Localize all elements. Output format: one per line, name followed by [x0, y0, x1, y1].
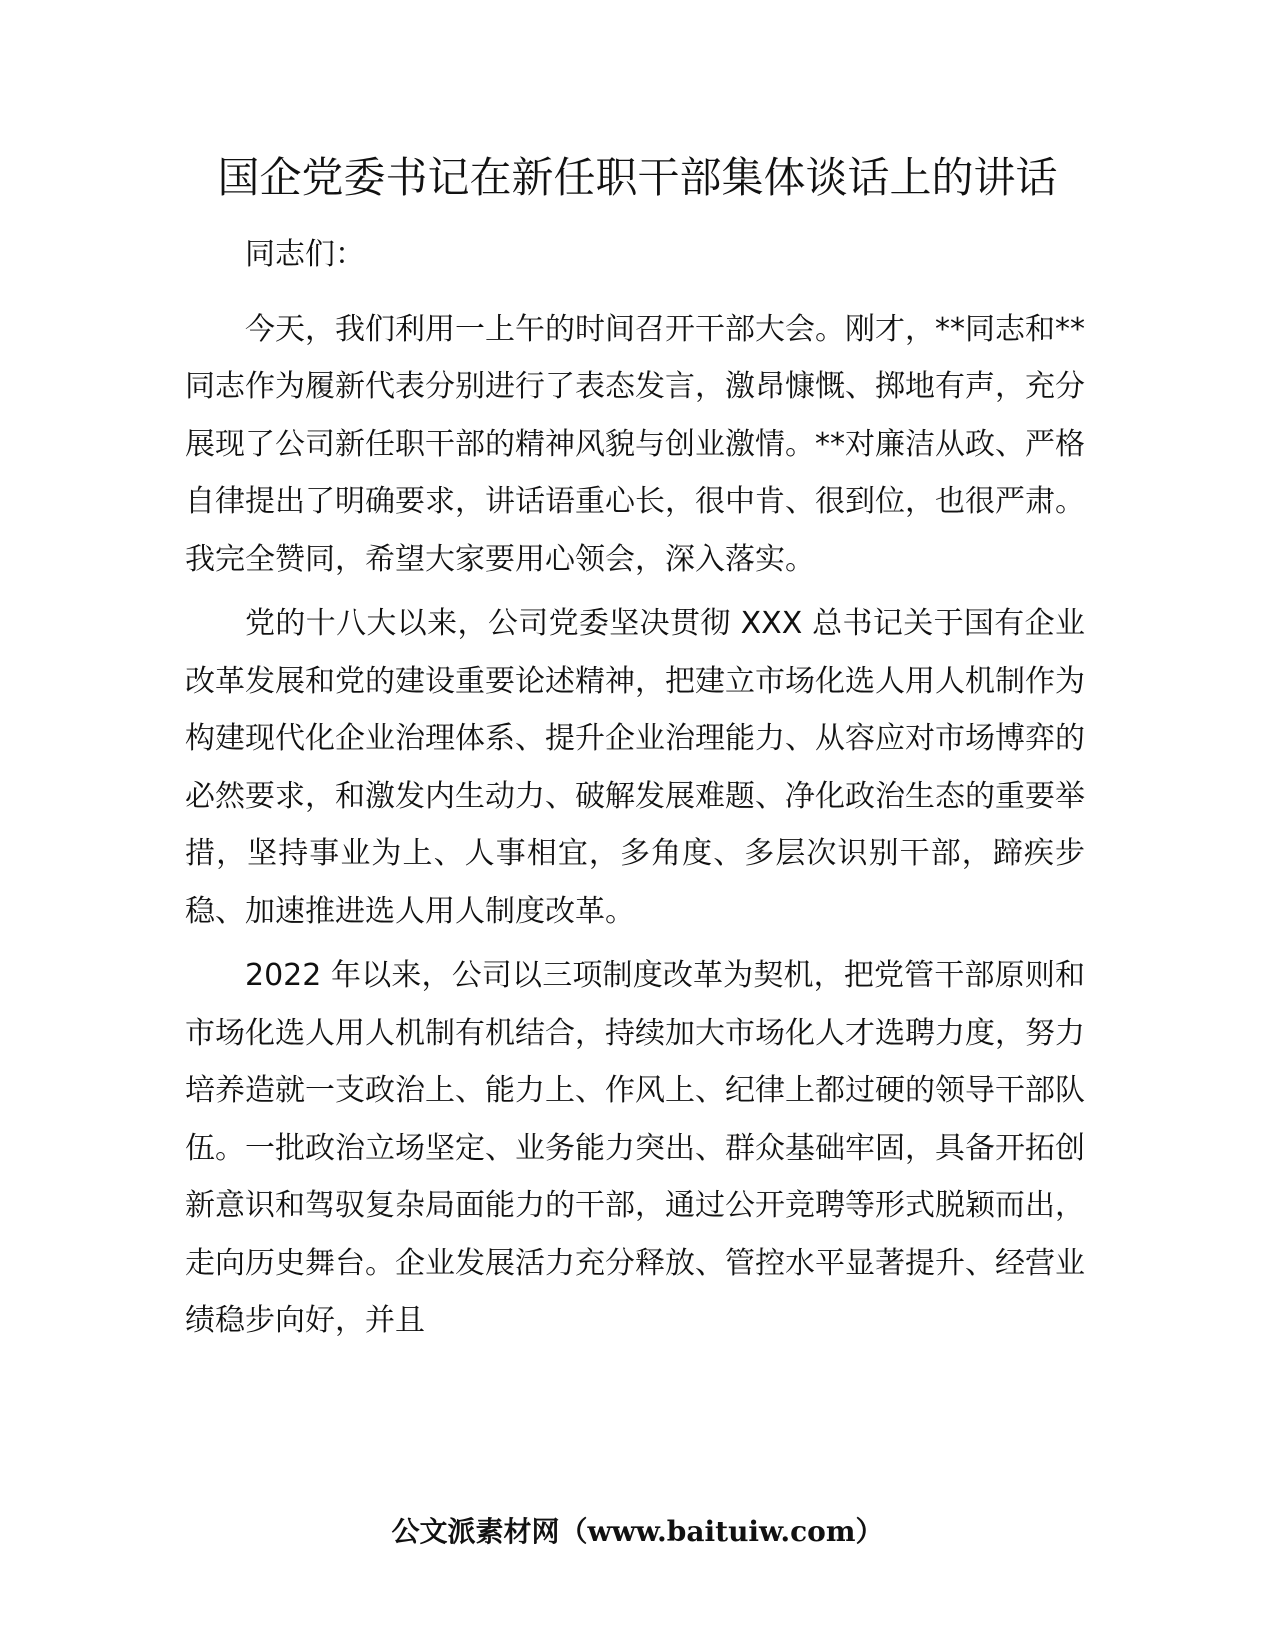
footer-watermark: 公文派素材网（www.baituiw.com） [391, 1515, 884, 1548]
paragraph-2: 党的十八大以来，公司党委坚决贯彻 XXX 总书记关于国有企业改革发展和党的建设重要论述精神，把建立市场化选人用人机制作为构建现代化企业治理体系、提升企业治理能力、从容应对市场博弈的必然要求，和激发内生动力、破解发展难题、净化政治生态的重要举措，坚持事业为上、人事相宜，多角度、多层次识别干部，蹄疾步稳、加速推进选人用人制度改革。 [185, 606, 1085, 929]
greeting: 同志们： [245, 237, 365, 272]
paragraph-3: 2022 年以来，公司以三项制度改革为契机，把党管干部原则和市场化选人用人机制有机结合，持续加大市场化人才选聘力度，努力培养造就一支政治上、能力上、作风上、纪律上都过硬的领导干部队伍。一批政治立场坚定、业务能力突出、群众基础牢固，具备开拓创新意识和驾驭复杂局面能力的干部，通过公开竞聘等形式脱颖而出，走向历史舞台。企业发展活力充分释放、管控水平显著提升、经营业绩稳步向好，并且 [185, 958, 1085, 1338]
document-body [185, 226, 1085, 1350]
document-title: 国企党委书记在新任职干部集体谈话上的讲话 [217, 153, 1058, 202]
paragraph-1: 今天，我们利用一上午的时间召开干部大会。刚才，**同志和**同志作为履新代表分别进行了表态发言，激昂慷慨、掷地有声，充分展现了公司新任职干部的精神风貌与创业激情。**对廉洁从政、严格自律提出了明确要求，讲话语重心长，很中肯、很到位，也很严肃。我完全赞同，希望大家要用心领会，深入落实。 [185, 311, 1085, 577]
